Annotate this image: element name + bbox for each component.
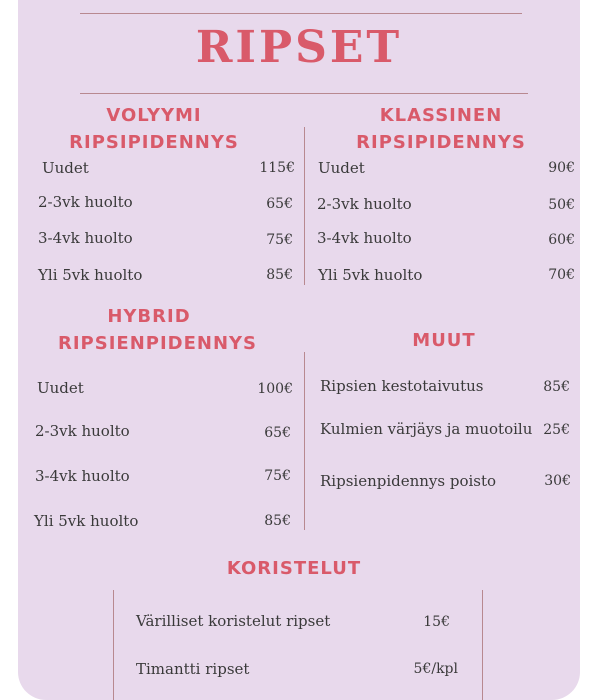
volyymi-heading-line1: VOLYYMI xyxy=(106,105,202,126)
top-column-divider xyxy=(304,127,305,285)
hybrid-heading xyxy=(58,303,258,357)
klassinen-item-label: 2-3vk huolto xyxy=(317,195,412,213)
hybrid-item-label: 3-4vk huolto xyxy=(35,467,130,485)
klassinen-item-price: 70€ xyxy=(548,267,575,283)
hybrid-item-price: 85€ xyxy=(264,513,291,529)
koristelut-item-label: Värilliset koristelut ripset xyxy=(136,612,331,630)
hybrid-item-label: Uudet xyxy=(37,379,84,397)
koristelut-item-label: Timantti ripset xyxy=(136,660,250,678)
hybrid-item-price: 65€ xyxy=(264,425,291,441)
volyymi-heading-line2: RIPSIPIDENNYS xyxy=(69,132,239,153)
klassinen-item-price: 60€ xyxy=(548,232,575,248)
klassinen-item-price: 50€ xyxy=(548,197,575,213)
volyymi-item-price: 75€ xyxy=(266,232,293,248)
muut-item-label: Ripsienpidennys poisto xyxy=(320,472,497,490)
klassinen-item-label: 3-4vk huolto xyxy=(317,229,412,247)
volyymi-item-label: Uudet xyxy=(42,159,89,177)
page-title: RIPSET xyxy=(195,22,403,73)
title-rule xyxy=(80,93,528,94)
klassinen-heading-line2: RIPSIPIDENNYS xyxy=(356,132,526,153)
muut-item-label: Ripsien kestotaivutus xyxy=(320,377,484,395)
muut-item-price: 25€ xyxy=(543,422,570,438)
koristelut-item-price: 5€/kpl xyxy=(413,661,458,677)
muut-item-price: 85€ xyxy=(543,379,570,395)
middle-column-divider xyxy=(304,352,305,530)
volyymi-heading xyxy=(58,102,250,156)
muut-heading: MUUT xyxy=(412,330,476,351)
price-list-card xyxy=(18,0,580,700)
volyymi-item-price: 115€ xyxy=(259,160,295,176)
volyymi-item-label: 2-3vk huolto xyxy=(38,193,133,211)
klassinen-heading xyxy=(344,102,538,156)
klassinen-item-label: Yli 5vk huolto xyxy=(318,266,423,284)
koristelut-item-price: 15€ xyxy=(423,614,450,630)
hybrid-item-price: 100€ xyxy=(257,381,293,397)
muut-item-price: 30€ xyxy=(544,473,571,489)
koristelut-left-border xyxy=(113,590,114,700)
hybrid-item-price: 75€ xyxy=(264,468,291,484)
hybrid-heading-line1: HYBRID xyxy=(107,306,191,327)
volyymi-item-price: 65€ xyxy=(266,196,293,212)
muut-item-label: Kulmien värjäys ja muotoilu xyxy=(320,420,533,438)
volyymi-item-price: 85€ xyxy=(266,267,293,283)
hybrid-heading-line2: RIPSIENPIDENNYS xyxy=(58,333,258,354)
volyymi-item-label: Yli 5vk huolto xyxy=(38,266,143,284)
klassinen-item-price: 90€ xyxy=(548,160,575,176)
hybrid-item-label: 2-3vk huolto xyxy=(35,422,130,440)
klassinen-heading-line1: KLASSINEN xyxy=(379,105,503,126)
koristelut-heading: KORISTELUT xyxy=(226,558,362,579)
top-rule xyxy=(80,13,522,14)
koristelut-right-border xyxy=(482,590,483,700)
hybrid-item-label: Yli 5vk huolto xyxy=(34,512,139,530)
volyymi-item-label: 3-4vk huolto xyxy=(38,229,133,247)
klassinen-item-label: Uudet xyxy=(318,159,365,177)
